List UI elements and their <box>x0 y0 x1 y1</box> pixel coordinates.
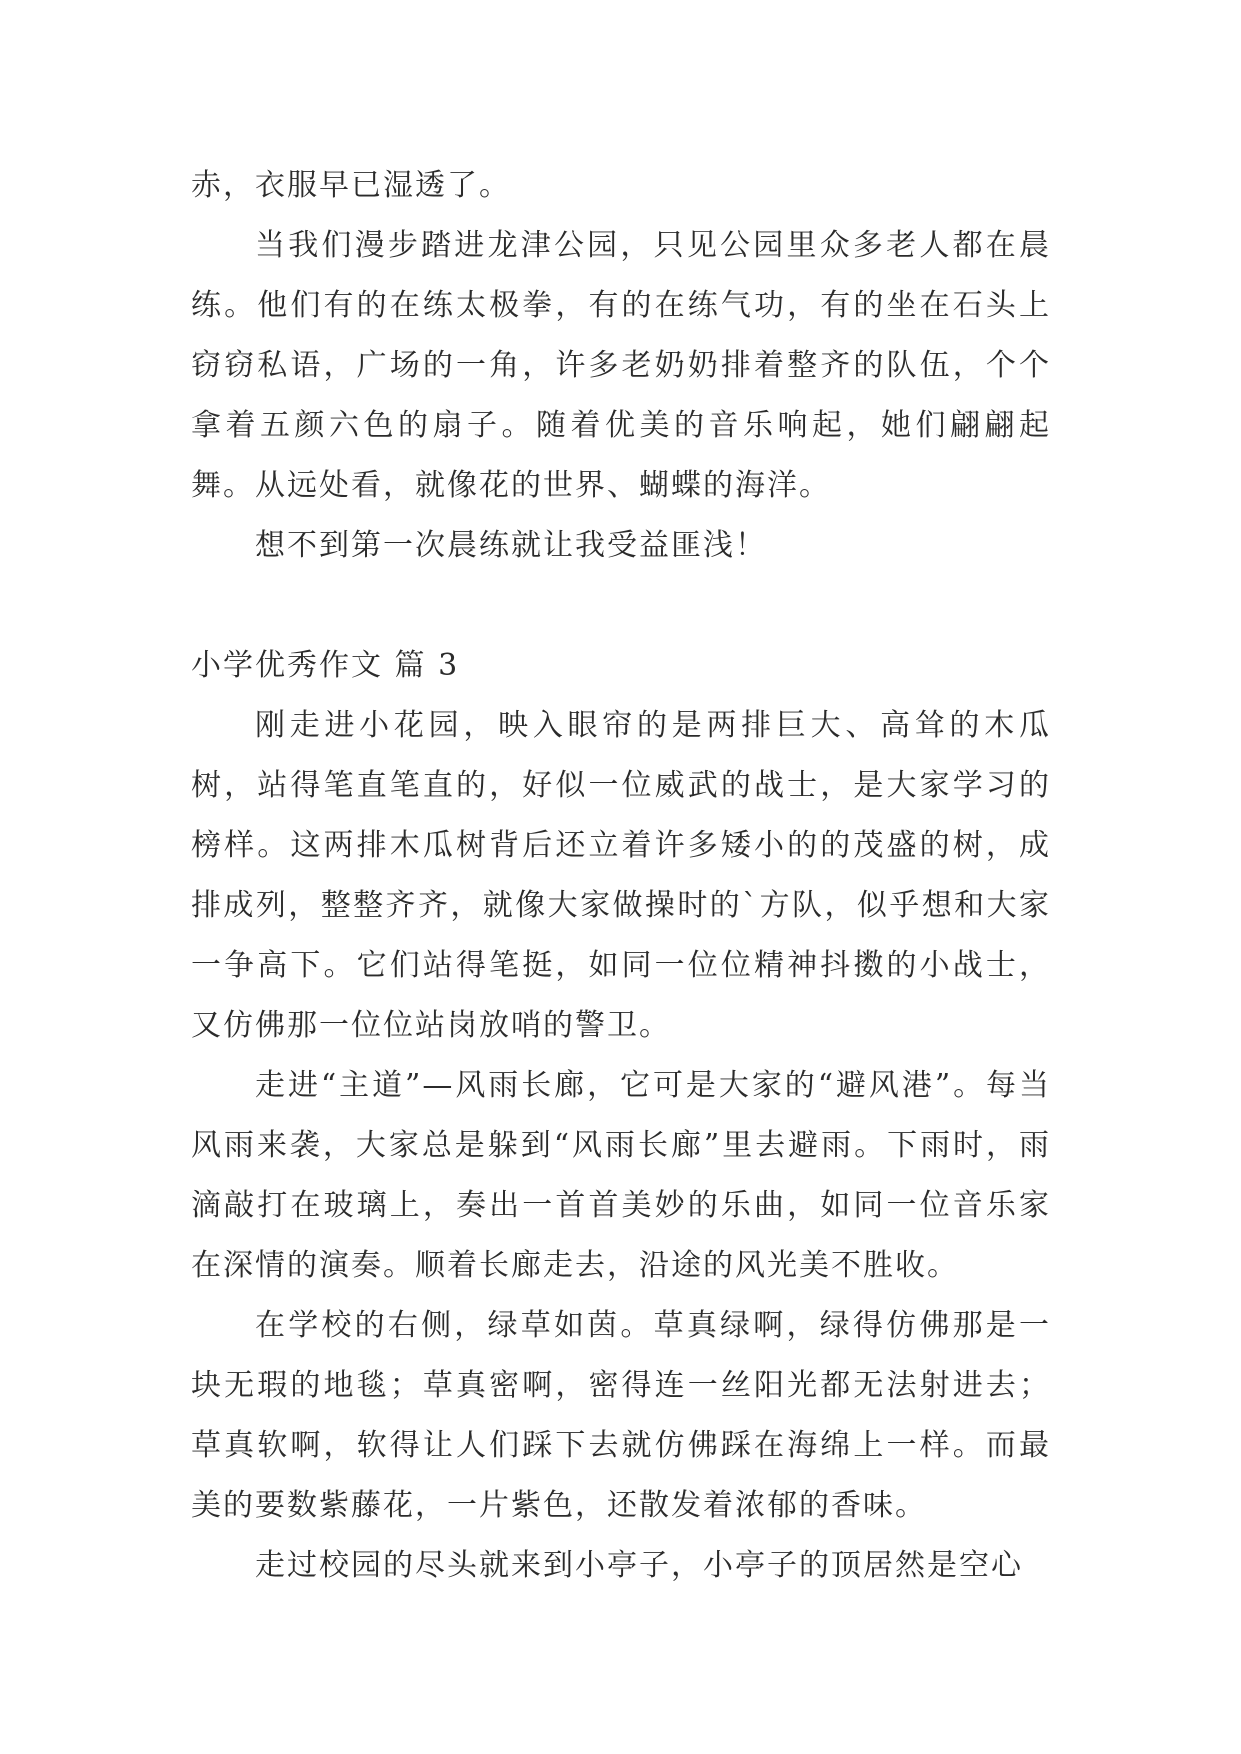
paragraph-lawn: 在学校的右侧，绿草如茵。草真绿啊，绿得仿佛那是一块无瑕的地毯；草真密啊，密得连一丝阳光都无法射进去；草真软啊，软得让人们踩下去就仿佛踩在海绵上一样。而最美的要数紫藤花，一片紫色，还散发着浓郁的香味。 <box>191 1308 1051 1523</box>
document-body <box>191 156 1051 1596</box>
paragraph-corridor: 走进“主道”—风雨长廊，它可是大家的“避风港”。每当风雨来袭，大家总是躲到“风雨长廊”里去避雨。下雨时，雨滴敲打在玻璃上，奏出一首首美妙的乐曲，如同一位音乐家在深情的演奏。顺着长廊走去，沿途的风光美不胜收。 <box>191 1068 1051 1283</box>
paragraph-pavilion: 走过校园的尽头就来到小亭子，小亭子的顶居然是空心 <box>255 1548 1023 1583</box>
paragraph-continuation: 赤，衣服早已湿透了。 <box>191 168 511 203</box>
paragraph-garden: 刚走进小花园，映入眼帘的是两排巨大、高耸的木瓜树，站得笔直笔直的，好似一位威武的战士，是大家学习的榜样。这两排木瓜树背后还立着许多矮小的的茂盛的树，成排成列，整整齐齐，就像大家做操时的`方队，似乎想和大家一争高下。它们站得笔挺，如同一位位精神抖擞的小战士，又仿佛那一位位站岗放哨的警卫。 <box>191 708 1051 1043</box>
paragraph-park-morning-exercise: 当我们漫步踏进龙津公园，只见公园里众多老人都在晨练。他们有的在练太极拳，有的在练气功，有的坐在石头上窃窃私语，广场的一角，许多老奶奶排着整齐的队伍，个个拿着五颜六色的扇子。随着优美的音乐响起，她们翩翩起舞。从远处看，就像花的世界、蝴蝶的海洋。 <box>191 228 1051 503</box>
paragraph-conclusion: 想不到第一次晨练就让我受益匪浅！ <box>255 528 767 563</box>
section-title: 小学优秀作文 篇 3 <box>191 648 460 683</box>
